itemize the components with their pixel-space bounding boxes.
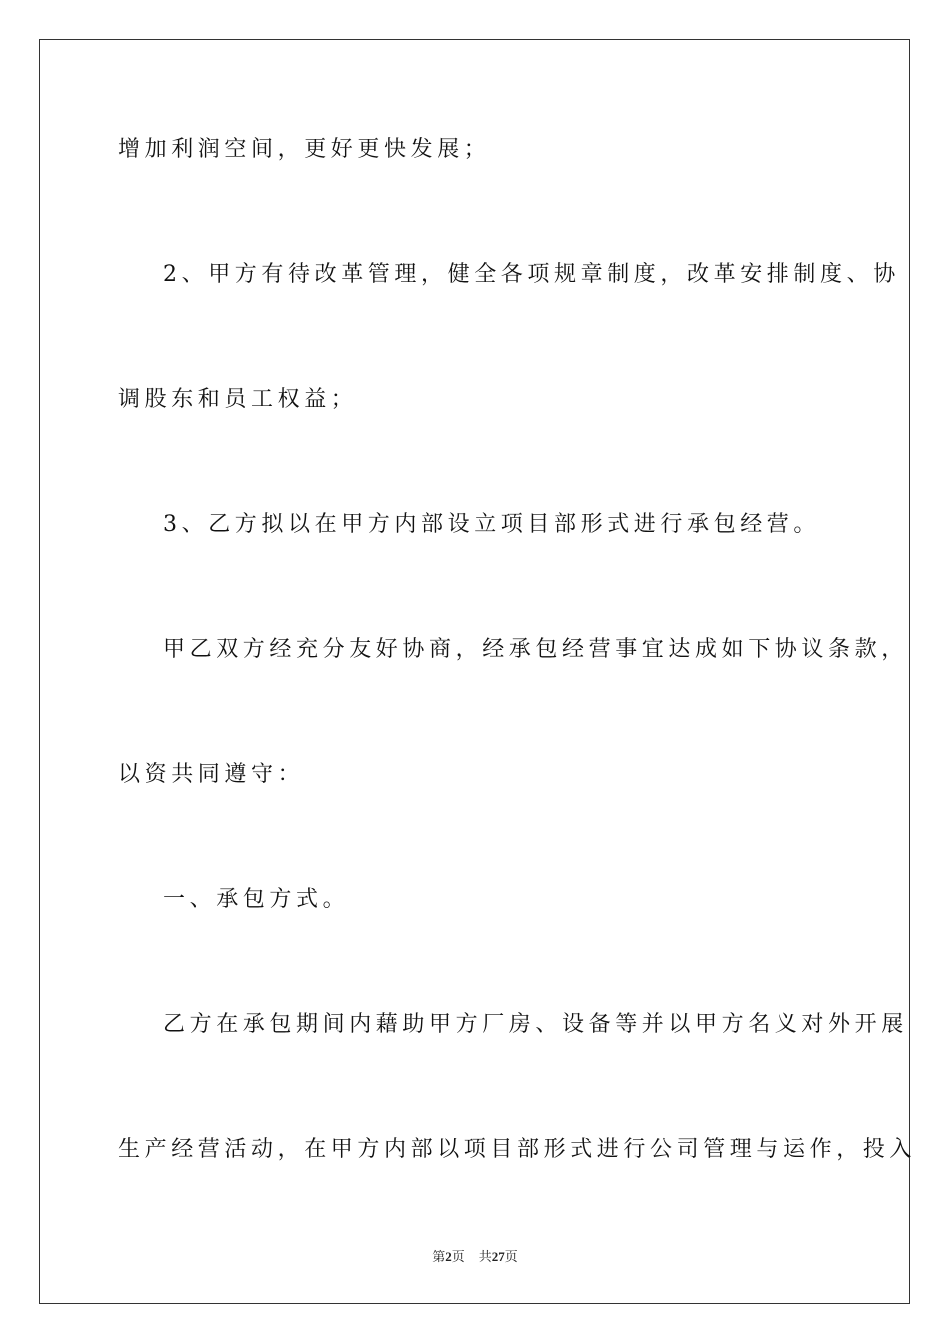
text-line-1: 增加利润空间，更好更快发展； <box>118 137 491 162</box>
text-line-2: 2、甲方有待改革管理，健全各项规章制度，改革安排制度、协 <box>163 262 900 287</box>
text-line-5: 甲乙双方经充分友好协商，经承包经营事宜达成如下协议条款， <box>163 637 908 662</box>
page-suffix: 页 <box>451 1249 465 1264</box>
text-line-9: 生产经营活动，在甲方内部以项目部形式进行公司管理与运作，投入 <box>118 1137 917 1162</box>
page-number: 2 <box>445 1249 452 1264</box>
page-border <box>39 39 910 1304</box>
total-suffix: 页 <box>504 1249 518 1264</box>
text-line-8: 乙方在承包期间内藉助甲方厂房、设备等并以甲方名义对外开展 <box>163 1012 908 1037</box>
text-line-3: 调股东和员工权益； <box>118 387 358 412</box>
page-prefix: 第 <box>432 1249 446 1264</box>
page-footer <box>0 1248 950 1266</box>
section-heading: 一、承包方式。 <box>163 887 350 912</box>
total-pages: 27 <box>491 1249 505 1264</box>
text-line-4: 3、乙方拟以在甲方内部设立项目部形式进行承包经营。 <box>163 512 820 537</box>
text-line-6: 以资共同遵守： <box>118 762 305 787</box>
total-prefix: 共 <box>478 1249 492 1264</box>
